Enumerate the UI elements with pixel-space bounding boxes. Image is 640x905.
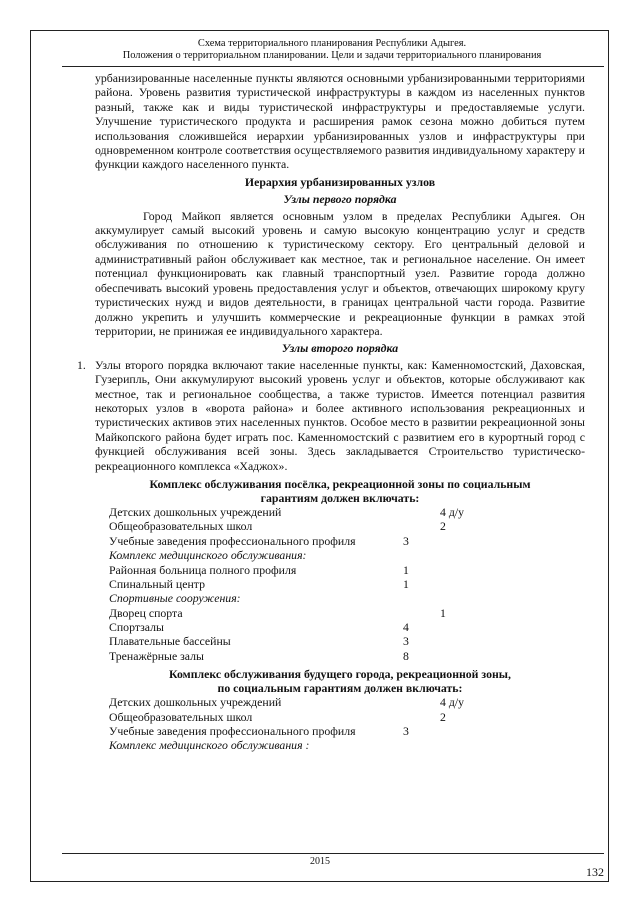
footer-rule [62, 853, 604, 854]
page-body [77, 71, 585, 753]
row-label: Детских дошкольных учреждений [109, 504, 282, 519]
row-value-right: 4 д/у [440, 504, 465, 519]
intro-paragraph: урбанизированные населенные пункты являются основными урбанизированными территориями района. Уровень развития туристической инфраструктуры в каждом из населенных пунктов разный, также как и виды туристической инфраструктуры и предоставляемые услуги. Улучшение туристического продукта и расширения рамок сезона можно добиться путем использования сложившейся иерархии урбанизированных узлов и инфраструктуры при одновременном контроле соответствия осуществляемого развития индивидуальному характеру и функции каждого населенного пункта. [95, 71, 585, 172]
list-row [95, 534, 585, 548]
block2-title [95, 667, 585, 695]
list-item-number: 1. [77, 357, 86, 372]
list-row [95, 738, 585, 752]
row-label: Плавательные бассейны [109, 634, 231, 649]
row-label: Общеобразовательных школ [109, 519, 253, 534]
block2-title-line-1: Комплекс обслуживания будущего города, рекреационной зоны, [169, 667, 511, 682]
subheading-first-order: Узлы первого порядка [283, 192, 397, 207]
row-value: 1 [403, 576, 409, 591]
row-value-right: 2 [440, 709, 446, 724]
block1-title [95, 477, 585, 505]
row-value: 3 [403, 724, 409, 739]
list-row [95, 505, 585, 519]
row-label: Тренажёрные залы [109, 648, 204, 663]
block1-title-line-1: Комплекс обслуживания посёлка, рекреационной зоны по социальным [149, 476, 531, 491]
row-label: Комплекс медицинского обслуживания : [109, 738, 310, 753]
section-heading-hierarchy: Иерархия урбанизированных узлов [244, 174, 436, 189]
row-label: Дворец спорта [109, 605, 183, 620]
list-row [95, 695, 585, 709]
row-value: 3 [403, 533, 409, 548]
subheading-second-order: Узлы второго порядка [281, 341, 399, 356]
row-label: Общеобразовательных школ [109, 709, 253, 724]
row-label: Спинальный центр [109, 576, 205, 591]
row-label: Детских дошкольных учреждений [109, 695, 282, 710]
block1-list [95, 505, 585, 663]
list-row [95, 606, 585, 620]
row-value-right: 2 [440, 519, 446, 534]
footer-year: 2015 [310, 856, 330, 867]
list-row [95, 649, 585, 663]
list-row [95, 563, 585, 577]
list-row [95, 577, 585, 591]
list-item-text: Узлы второго порядка включают такие населенные пункты, как: Каменномостский, Даховская, Гузерипль, Они аккумулируют высокий уровень услуг и объектов, которые обслуживают как местное, так и региональное сообщества, а также туристов. Имеется потенциал развития некоторых узлов в «ворота района» и более активного использования рекреационных и туристических активов этих населенных пунктов. Особое место в развитии рекреационной зоны Майкопского района будет играть пос. Каменномостский с развитием его в курортный город с функцией обслуживания всей зоны. Здесь закладывается Строительство туристическо-рекреационного комплекса «Хаджох». [95, 357, 585, 473]
header-line-2: Положения о территориальном планировании. Цели и задачи территориального планирования [122, 50, 542, 61]
block2-title-line-2: по социальным гарантиям должен включать: [217, 681, 463, 696]
row-value: 3 [403, 634, 409, 649]
header-rule [62, 66, 604, 67]
page-number: 132 [586, 865, 604, 879]
row-label: Учебные заведения профессионального профиля [109, 724, 356, 739]
list-item [77, 357, 585, 473]
row-label: Спортивные сооружения: [109, 591, 241, 606]
list-row [95, 724, 585, 738]
row-value: 1 [403, 562, 409, 577]
row-label: Спортзалы [109, 620, 164, 635]
header-line-1: Схема территориального планирования Республики Адыгея. [197, 38, 467, 49]
row-value: 4 [403, 620, 409, 635]
block2-list [95, 695, 585, 753]
list-row [95, 548, 585, 562]
row-label: Учебные заведения профессионального профиля [109, 533, 356, 548]
row-value: 8 [403, 648, 409, 663]
list-row [95, 634, 585, 648]
row-value-right: 4 д/у [440, 695, 465, 710]
running-header [60, 38, 604, 62]
row-label: Районная больница полного профиля [109, 562, 297, 577]
list-row [95, 620, 585, 634]
row-label: Комплекс медицинского обслуживания: [109, 548, 307, 563]
list-row [95, 519, 585, 533]
first-order-paragraph: Город Майкоп является основным узлом в пределах Республики Адыгея. Он аккумулирует самый высокий уровень и самую высокую концентрацию услуг и средств обслуживания по отношению к туристическому сектору. Его центральный деловой и административный район обслуживает как местное, так и региональное население. Он имеет потенциал функционировать как главный транспортный узел. Развитие города должно обеспечивать высокий уровень предоставления услуг и объектов, отвечающих широкому кругу туристических нужд и видов деятельности, в границах центральной части города. Развитие должно укрепить и улучшить коммерческие и рекреационные функции в рамках этой территории, не принижая ее индивидуального характера. [95, 208, 585, 338]
list-row [95, 710, 585, 724]
block1-title-line-2: гарантиям должен включать: [260, 490, 420, 505]
row-value-right: 1 [440, 605, 446, 620]
list-row [95, 591, 585, 605]
